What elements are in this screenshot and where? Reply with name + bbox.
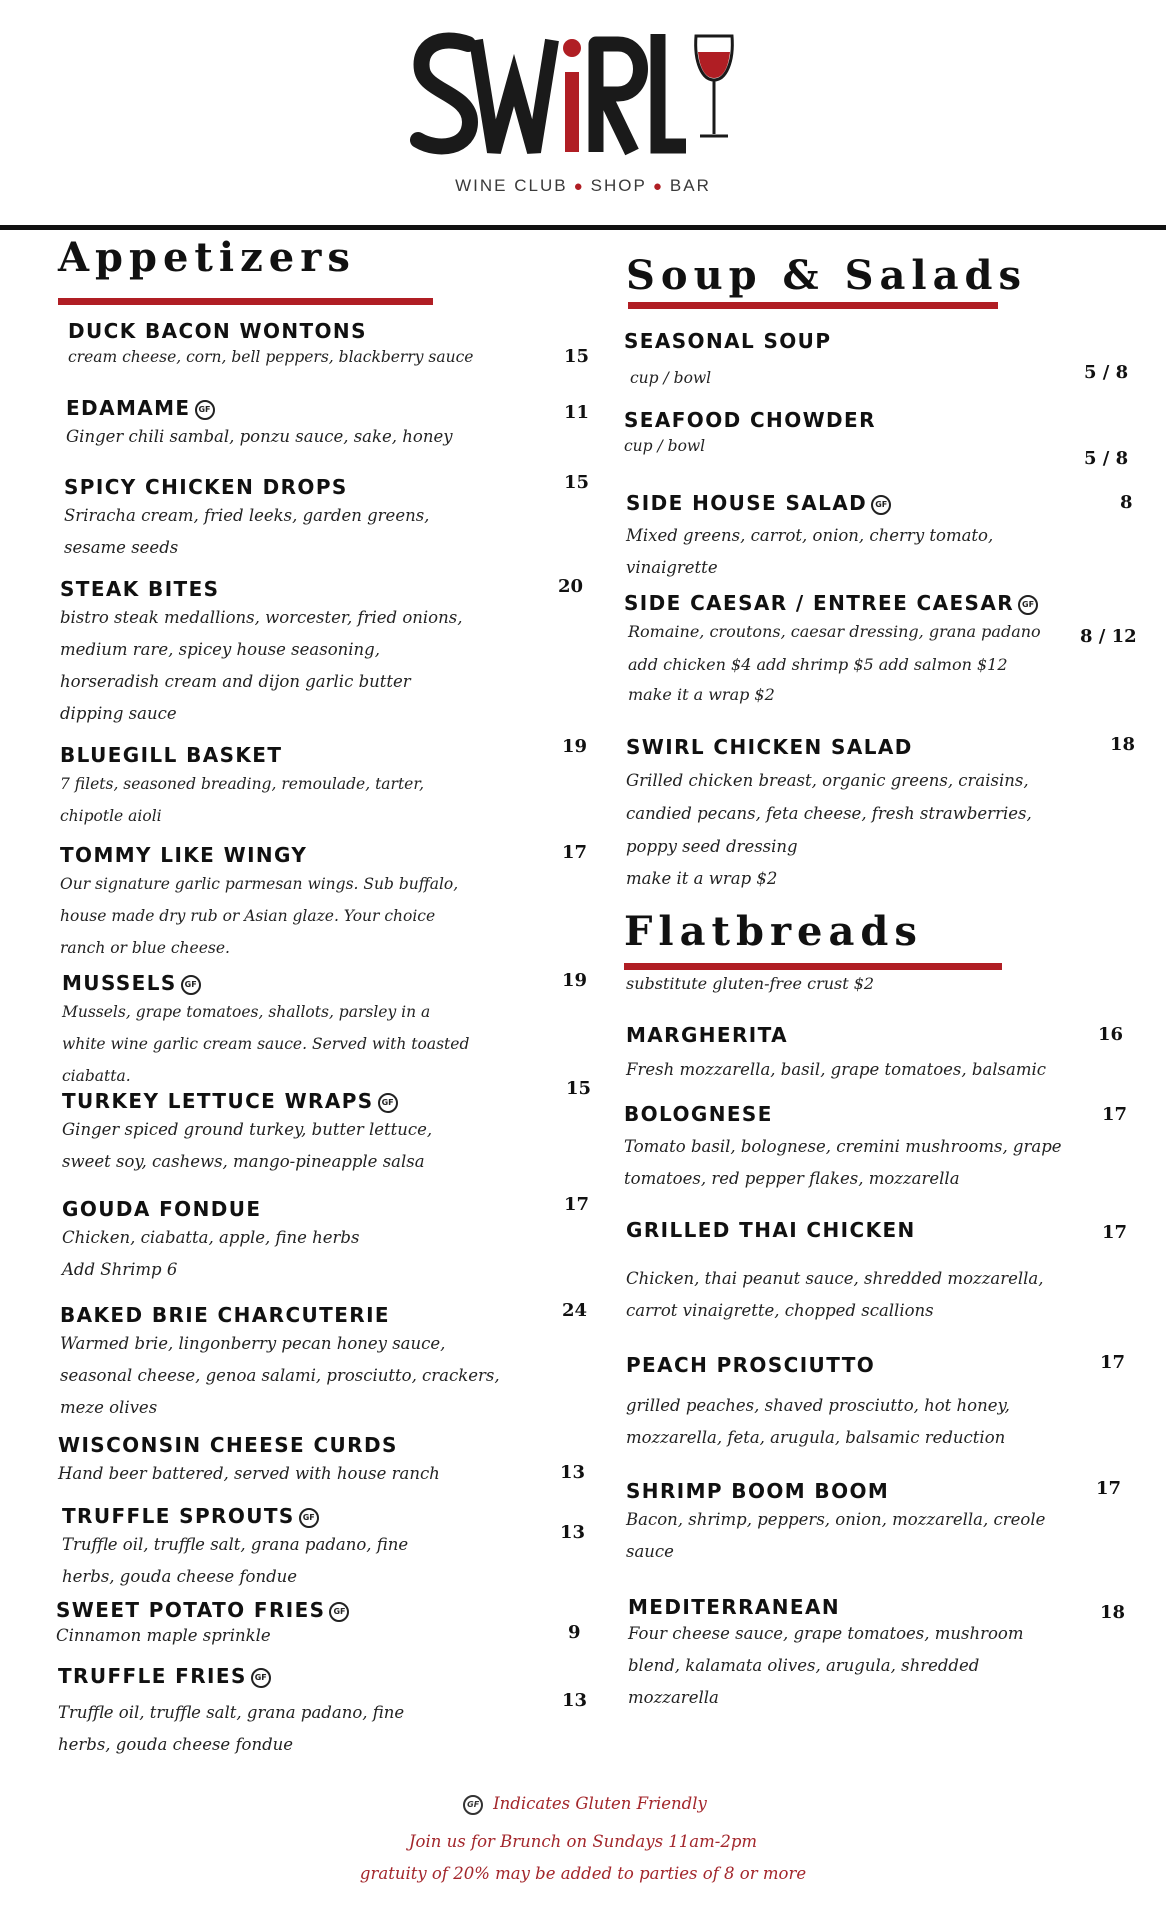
menu-item	[60, 1302, 500, 1424]
logo-tagline: WINE CLUB ● SHOP ● BAR	[455, 176, 711, 195]
appetizers-underline	[58, 298, 433, 305]
item-price: 16	[1098, 1024, 1124, 1045]
item-name: MUSSELS GF	[62, 970, 472, 996]
gluten-free-icon: GF	[378, 1093, 398, 1113]
item-desc: Romaine, croutons, caesar dressing, grana padano	[628, 622, 1041, 641]
item-price: 17	[1100, 1352, 1126, 1373]
menu-item	[626, 490, 1086, 584]
item-name: TRUFFLE SPROUTS GF	[62, 1503, 422, 1529]
menu-item	[624, 407, 1044, 459]
item-price: 15	[564, 472, 590, 493]
item-price: 24	[562, 1300, 588, 1321]
item-name: SIDE CAESAR / ENTREE CAESAR GF	[624, 590, 1064, 616]
swirl-logo	[410, 22, 740, 172]
item-name: WISCONSIN CHEESE CURDS	[58, 1433, 398, 1457]
menu-item	[62, 970, 472, 1092]
item-price: 13	[560, 1522, 586, 1543]
item-name: GOUDA FONDUE	[62, 1197, 262, 1221]
item-price: 17	[1102, 1222, 1128, 1243]
item-price: 15	[566, 1078, 592, 1099]
menu-item	[628, 1594, 1038, 1714]
menu-item	[58, 1432, 498, 1490]
item-price: 8	[1120, 492, 1133, 513]
item-name: EDAMAME GF	[66, 395, 546, 421]
flatbreads-title: Flatbreads	[624, 908, 923, 955]
item-desc: cream cheese, corn, bell peppers, blackberry sauce	[68, 348, 474, 366]
menu-item	[66, 395, 546, 453]
menu-item	[62, 1196, 462, 1286]
gf-legend-text: Indicates Gluten Friendly	[493, 1794, 707, 1813]
item-name: TURKEY LETTUCE WRAPS GF	[62, 1088, 462, 1114]
gluten-free-icon: GF	[329, 1602, 349, 1622]
item-name: TOMMY LIKE WINGY	[60, 843, 308, 867]
item-desc: Bacon, shrimp, peppers, onion, mozzarella, creole sauce	[626, 1510, 1046, 1561]
item-name: SHRIMP BOOM BOOM	[626, 1479, 890, 1503]
item-extra: add chicken $4 add shrimp $5 add salmon $12	[628, 655, 1008, 674]
menu-item	[626, 1217, 1046, 1327]
item-desc: 7 filets, seasoned breading, remoulade, tarter, chipotle aioli	[60, 775, 424, 825]
menu-item	[626, 1022, 1066, 1086]
gluten-free-icon: GF	[195, 400, 215, 420]
item-desc: Ginger chili sambal, ponzu sauce, sake, honey	[66, 427, 453, 446]
menu-item	[58, 1663, 418, 1761]
menu-item	[624, 590, 1064, 708]
item-desc: Four cheese sauce, grape tomatoes, mushroom blend, kalamata olives, arugula, shredded mozzarella	[628, 1624, 1024, 1707]
item-desc: Fresh mozzarella, basil, grape tomatoes, balsamic	[626, 1060, 1047, 1079]
item-name: SEAFOOD CHOWDER	[624, 408, 876, 432]
item-desc: Mixed greens, carrot, onion, cherry tomato, vinaigrette	[626, 526, 994, 577]
item-price: 5 / 8	[1084, 448, 1129, 469]
item-name: SWEET POTATO FRIES GF	[56, 1597, 476, 1623]
item-desc: Chicken, ciabatta, apple, fine herbs	[62, 1228, 360, 1247]
item-price: 17	[1096, 1478, 1122, 1499]
flatbreads-underline	[624, 963, 1002, 970]
item-name: STEAK BITES	[60, 577, 220, 601]
item-desc: Tomato basil, bolognese, cremini mushrooms, grape tomatoes, red pepper flakes, mozzarella	[624, 1137, 1062, 1188]
item-name: GRILLED THAI CHICKEN	[626, 1218, 916, 1242]
item-desc: Cinnamon maple sprinkle	[56, 1626, 271, 1645]
item-desc: Truffle oil, truffle salt, grana padano, fine herbs, gouda cheese fondue	[62, 1535, 409, 1586]
header-divider	[0, 225, 1166, 230]
item-desc: cup / bowl	[630, 369, 712, 387]
item-name: MEDITERRANEAN	[628, 1595, 841, 1619]
item-price: 17	[564, 1194, 590, 1215]
item-price: 19	[562, 736, 588, 757]
item-name: BAKED BRIE CHARCUTERIE	[60, 1303, 390, 1327]
brunch-note: Join us for Brunch on Sundays 11am-2pm	[408, 1832, 758, 1851]
item-name: SIDE HOUSE SALAD GF	[626, 490, 1086, 516]
item-desc: bistro steak medallions, worcester, fried onions, medium rare, spicey house seasoning, horseradish cream and dijon garlic butter dipping sauce	[60, 608, 463, 723]
item-price: 19	[562, 970, 588, 991]
menu-item	[60, 842, 460, 964]
item-desc: Grilled chicken breast, organic greens, craisins, candied pecans, feta cheese, fresh strawberries, poppy seed dressing	[626, 771, 1032, 856]
menu-item	[56, 1597, 476, 1649]
item-price: 17	[1102, 1104, 1128, 1125]
item-price: 13	[560, 1462, 586, 1483]
item-name: SWIRL CHICKEN SALAD	[626, 735, 913, 759]
tagline-bar: BAR	[669, 176, 711, 195]
item-name: BLUEGILL BASKET	[60, 743, 283, 767]
soup-salads-title: Soup & Salads	[626, 252, 1027, 299]
item-name: BOLOGNESE	[624, 1102, 773, 1126]
logo-area	[0, 0, 1166, 225]
menu-item	[60, 742, 430, 832]
tagline-shop: SHOP	[590, 176, 647, 195]
appetizers-title: Appetizers	[58, 234, 356, 281]
item-desc: Chicken, thai peanut sauce, shredded mozzarella, carrot vinaigrette, chopped scallions	[626, 1269, 1044, 1320]
item-name: SEASONAL SOUP	[624, 329, 832, 353]
menu-item	[64, 474, 444, 564]
gluten-free-icon: GF	[871, 495, 891, 515]
item-price: 9	[568, 1622, 581, 1643]
menu-item	[60, 576, 470, 730]
gluten-free-icon: GF	[463, 1795, 483, 1815]
menu-item	[626, 1352, 1026, 1454]
gluten-free-icon: GF	[299, 1508, 319, 1528]
item-desc: cup / bowl	[624, 437, 706, 455]
menu-item	[626, 1478, 1066, 1568]
item-desc: Hand beer battered, served with house ranch	[58, 1464, 440, 1483]
flatbreads-note: substitute gluten-free crust $2	[626, 974, 875, 993]
item-desc: Truffle oil, truffle salt, grana padano, fine herbs, gouda cheese fondue	[58, 1703, 405, 1754]
item-price: 5 / 8	[1084, 362, 1129, 383]
item-desc: Warmed brie, lingonberry pecan honey sauce, seasonal cheese, genoa salami, prosciutto, crackers, meze olives	[60, 1334, 500, 1417]
item-price: 11	[564, 402, 590, 423]
item-desc: grilled peaches, shaved prosciutto, hot honey, mozzarella, feta, arugula, balsamic reduction	[626, 1396, 1010, 1447]
item-extra: Add Shrimp 6	[62, 1260, 178, 1279]
soup-salads-underline	[628, 302, 998, 309]
gf-legend	[0, 1794, 1166, 1815]
gluten-free-icon: GF	[1018, 595, 1038, 615]
item-extra: make it a wrap $2	[628, 685, 775, 704]
item-name: SPICY CHICKEN DROPS	[64, 475, 348, 499]
menu-item	[626, 734, 1076, 895]
menu-item	[62, 1088, 462, 1178]
item-price: 15	[564, 346, 590, 367]
item-desc: Sriracha cream, fried leeks, garden greens, sesame seeds	[64, 506, 430, 557]
item-desc: Mussels, grape tomatoes, shallots, parsley in a white wine garlic cream sauce. Served with toasted ciabatta.	[62, 1003, 470, 1085]
item-price: 17	[562, 842, 588, 863]
item-price: 18	[1110, 734, 1136, 755]
item-name: TRUFFLE FRIES GF	[58, 1663, 418, 1689]
item-name: PEACH PROSCIUTTO	[626, 1353, 876, 1377]
tagline-wine-club: WINE CLUB	[455, 176, 568, 195]
item-price: 13	[562, 1690, 588, 1711]
item-price: 8 / 12	[1080, 626, 1137, 647]
gluten-free-icon: GF	[181, 975, 201, 995]
item-price: 20	[558, 576, 584, 597]
menu-item	[62, 1503, 422, 1593]
gluten-free-icon: GF	[251, 1668, 271, 1688]
item-name: DUCK BACON WONTONS	[68, 319, 367, 343]
item-extra: make it a wrap $2	[626, 869, 778, 888]
item-desc: Our signature garlic parmesan wings. Sub buffalo, house made dry rub or Asian glaze. Your choice ranch or blue cheese.	[60, 875, 459, 957]
item-name: MARGHERITA	[626, 1023, 789, 1047]
menu-item	[68, 318, 548, 370]
menu-item	[624, 1101, 1074, 1195]
menu-item	[624, 328, 1044, 394]
item-price: 18	[1100, 1602, 1126, 1623]
item-desc: Ginger spiced ground turkey, butter lettuce, sweet soy, cashews, mango-pineapple salsa	[62, 1120, 433, 1171]
gratuity-note: gratuity of 20% may be added to parties of 8 or more	[359, 1864, 807, 1883]
